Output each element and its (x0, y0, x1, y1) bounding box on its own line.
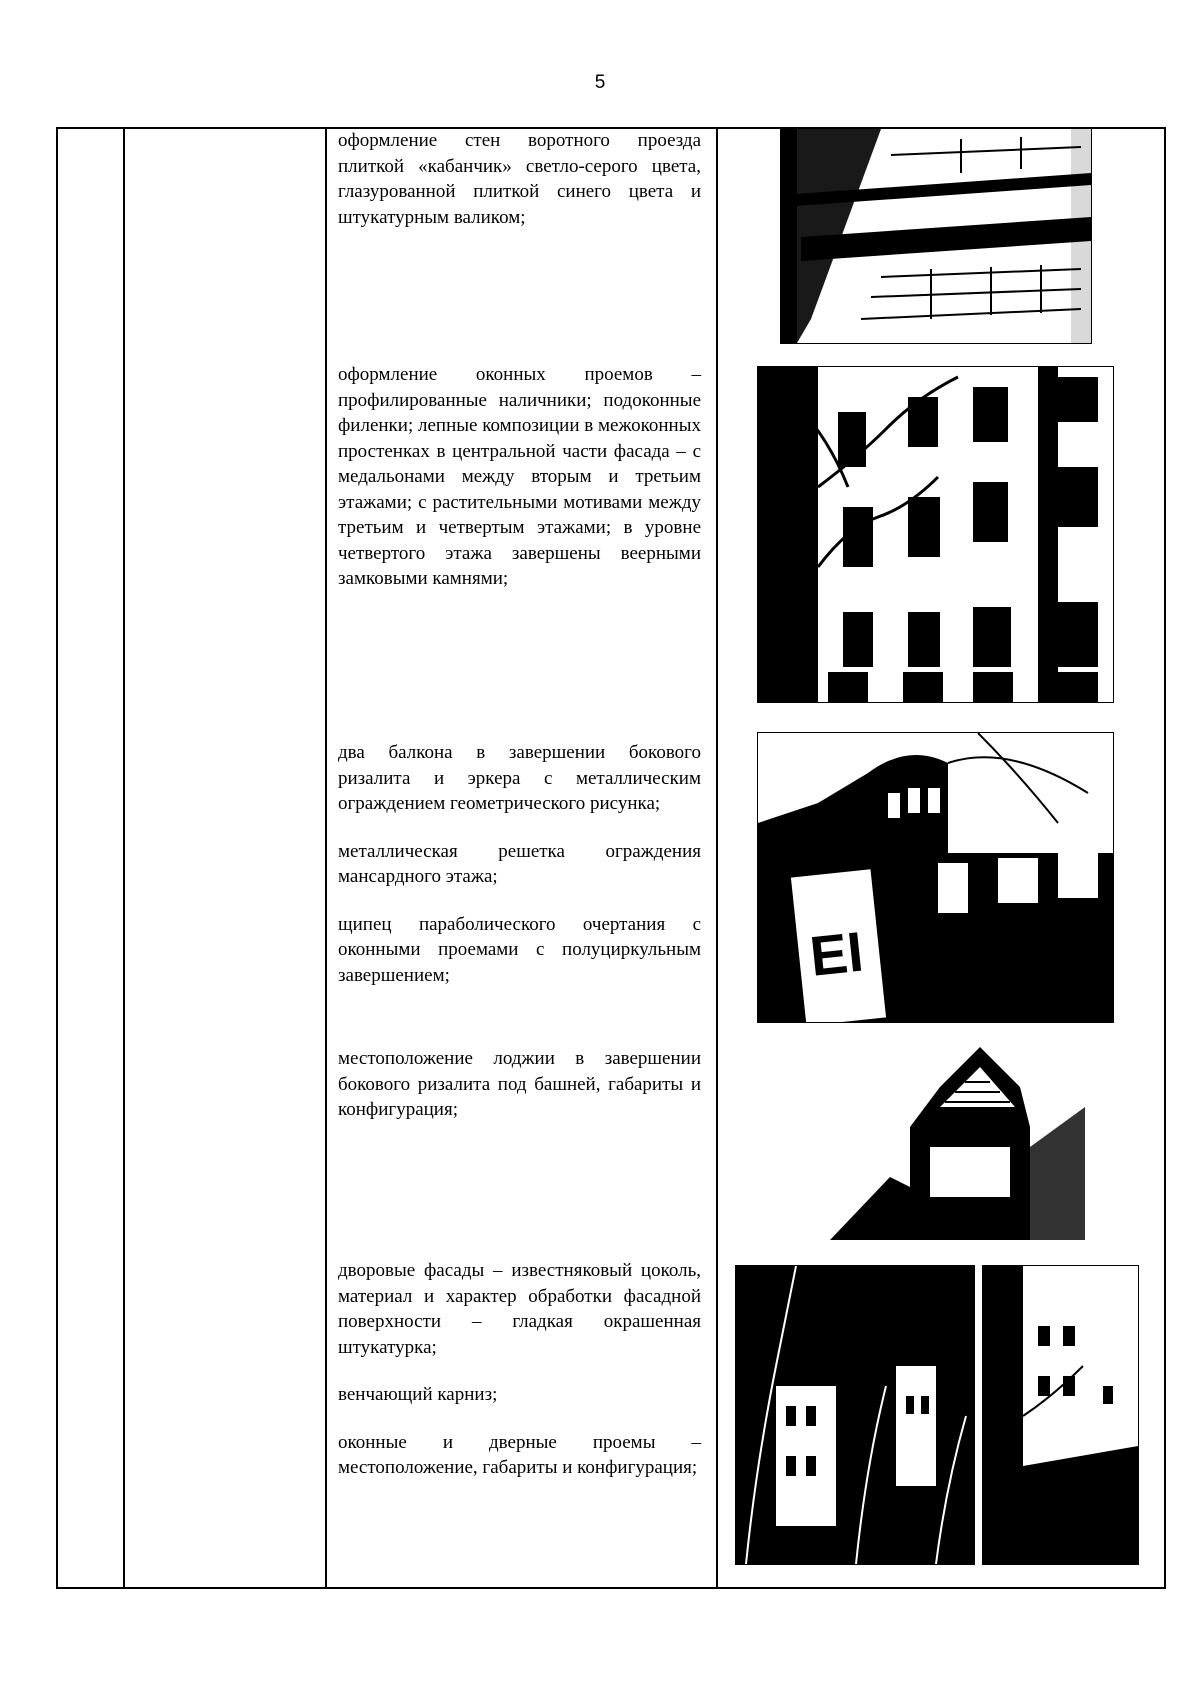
row-1-description (338, 128, 701, 230)
main-facade-windows-photo (757, 366, 1114, 703)
paragraph: два балкона в завершении бокового ризалита и эркера с металлическим ограждением геометрического рисунка; (338, 742, 701, 814)
paragraph: дворовые фасады – известняковый цоколь, материал и характер обработки фасадной поверхности – гладкая окрашенная штукатурка; (338, 1260, 701, 1358)
row-5-description (338, 1258, 701, 1481)
courtyard-facade-photo-2 (982, 1265, 1139, 1565)
gateway-wall-tile-photo (780, 128, 1092, 344)
column-divider (123, 129, 125, 1587)
row-3-description (338, 740, 701, 988)
balcony-gable-photo (757, 732, 1114, 1023)
paragraph: оформление стен воротного проезда плиткой «кабанчик» светло-серого цвета, глазурованной плиткой синего цвета и штукатурным валиком; (338, 130, 701, 228)
tower-loggia-photo (830, 1047, 1085, 1240)
row-2-description (338, 362, 701, 592)
courtyard-facade-photo-1 (735, 1265, 975, 1565)
sign-text: ЕI (806, 919, 867, 988)
page-number: 5 (594, 72, 606, 93)
row-4-description (338, 1046, 701, 1123)
paragraph: оформление оконных проемов – профилированные наличники; подоконные филенки; лепные композиции в межоконных простенках в центральной части фасада – с медальонами между вторым и третьим этажами; с растительными мотивами между третьим и четвертым этажами; в уровне четвертого этажа завершены веерными замковыми камнями; (338, 364, 701, 589)
column-divider (716, 129, 718, 1587)
paragraph: щипец параболического очертания с оконными проемами с полуциркульным завершением; (338, 913, 701, 986)
column-divider (325, 129, 327, 1587)
paragraph: венчающий карниз; (338, 1384, 498, 1405)
paragraph: оконные и дверные проемы – местоположение, габариты и конфигурация; (338, 1431, 701, 1478)
paragraph: металлическая решетка ограждения мансардного этажа; (338, 840, 701, 887)
paragraph: местоположение лоджии в завершении бокового ризалита под башней, габариты и конфигурация; (338, 1048, 701, 1120)
